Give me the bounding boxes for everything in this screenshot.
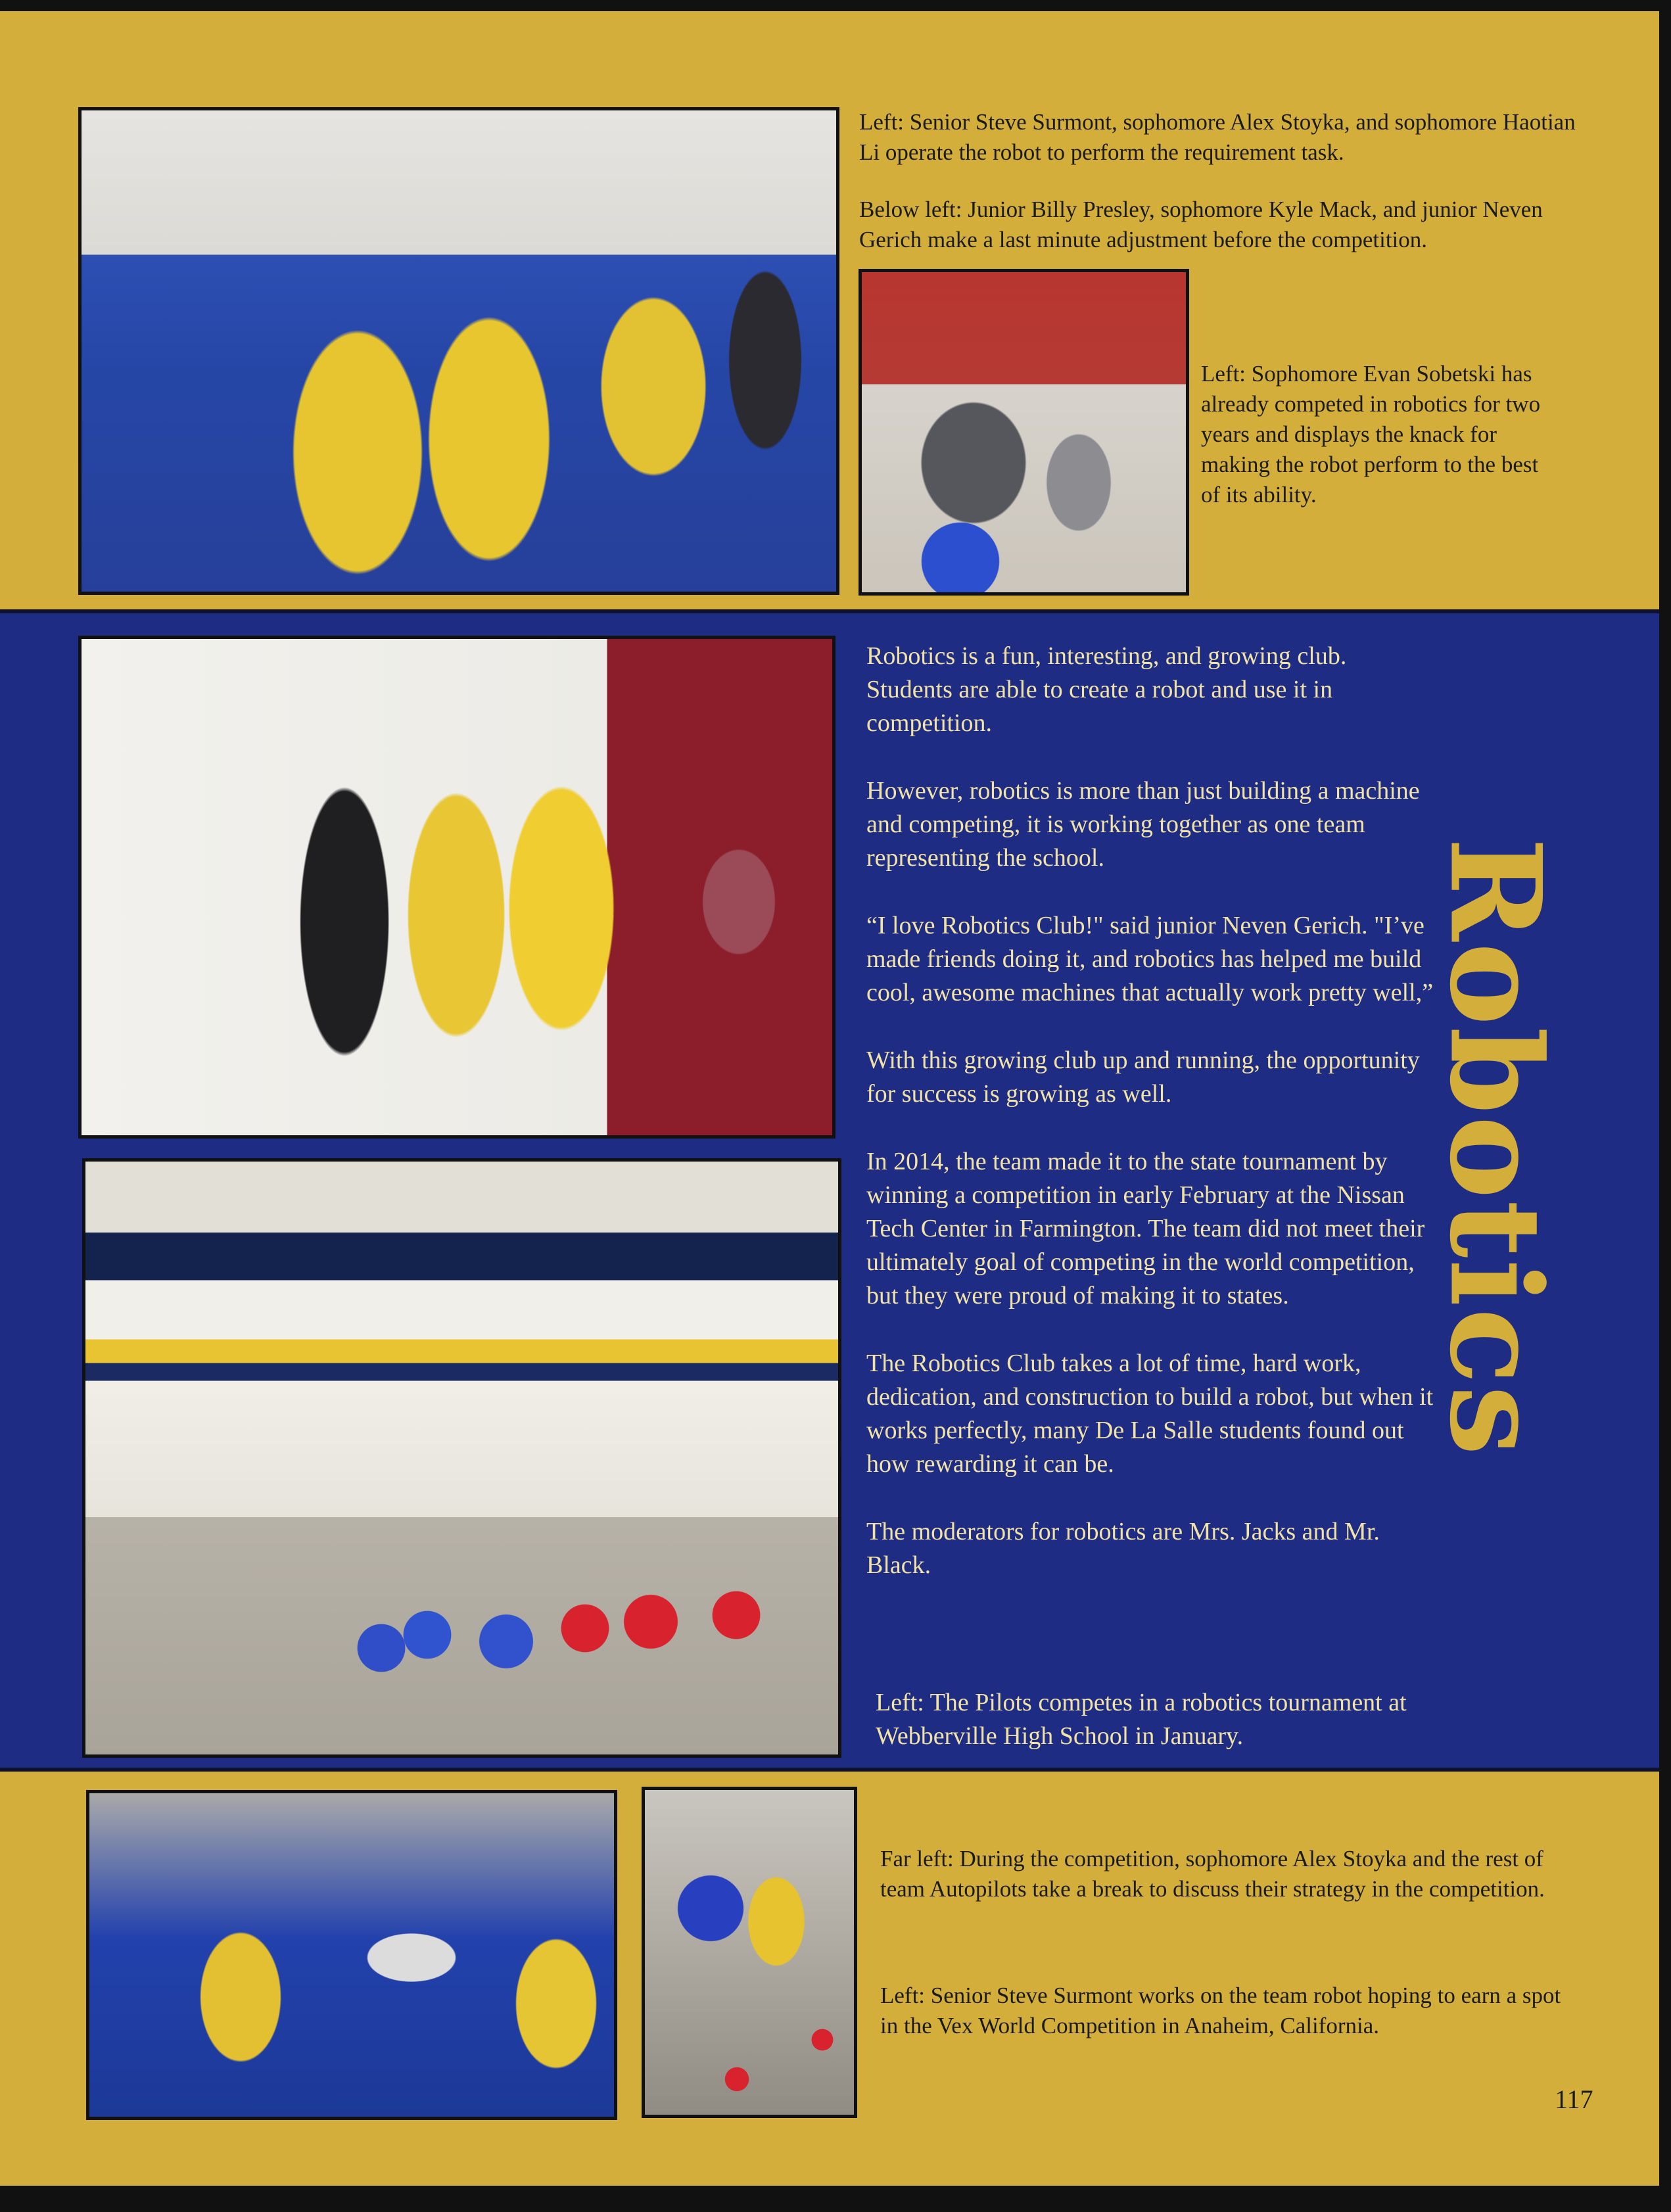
- story-paragraph: The moderators for robotics are Mrs. Jacks and Mr. Black.: [866, 1518, 1380, 1579]
- photo-students-operating-robot: [78, 107, 839, 595]
- story-paragraph: Robotics is a fun, interesting, and growing club. Students are able to create a robot and use it in competition.: [866, 642, 1347, 737]
- photo-robot-adjustment: [859, 269, 1189, 596]
- caption-operating-robot: Left: Senior Steve Surmont, sophomore Alex Stoyka, and sophomore Haotian Li operate the robot to perform the requirement task.: [859, 109, 1576, 165]
- photo-student-with-robot: [642, 1787, 857, 2118]
- story-paragraph: In 2014, the team made it to the state tournament by winning a competition in early February at the Nissan Tech Center in Farmington. The team did not meet their ultimately goal of competing in the world competition, but they were proud of making it to states.: [866, 1148, 1425, 1309]
- story-paragraph: The Robotics Club takes a lot of time, hard work, dedication, and construction to build a robot, but when it works perfectly, many De La Salle students found out how rewarding it can be.: [866, 1350, 1434, 1478]
- photo-gym-competition: [82, 1158, 841, 1758]
- photo-team-at-table: [86, 1790, 617, 2120]
- story-paragraph: With this growing club up and running, the opportunity for success is growing as well.: [866, 1047, 1420, 1108]
- story-paragraph: However, robotics is more than just building a machine and competing, it is working together as one team representing the school.: [866, 777, 1420, 872]
- caption-last-minute-adjustment: Below left: Junior Billy Presley, sophomore Kyle Mack, and junior Neven Gerich make a last minute adjustment before the competition.: [859, 197, 1543, 252]
- page-number: 117: [1555, 2084, 1593, 2114]
- caption-team-break: Far left: During the competition, sophomore Alex Stoyka and the rest of team Autopilots take a break to discuss their strategy in the competition.: [880, 1846, 1545, 1902]
- story-paragraph: “I love Robotics Club!" said junior Neven Gerich. "I’ve made friends doing it, and robotics has helped me build cool, awesome machines that actually work pretty well,”: [866, 912, 1434, 1006]
- section-title-vertical: [1413, 835, 1578, 1459]
- caption-evan-sobetski: Left: Sophomore Evan Sobetski has already competed in robotics for two years and displays the knack for making the robot perform to the best of its ability.: [1201, 361, 1541, 507]
- story-body: [866, 640, 1438, 1616]
- photo-students-with-robot-frame: [78, 636, 836, 1139]
- caption-webberville-tournament: Left: The Pilots competes in a robotics tournament at Webberville High School in January.: [876, 1689, 1407, 1750]
- caption-steve-surmont: Left: Senior Steve Surmont works on the team robot hoping to earn a spot in the Vex World Competition in Anaheim, California.: [880, 1983, 1561, 2038]
- section-title: Robotics: [1422, 837, 1569, 1457]
